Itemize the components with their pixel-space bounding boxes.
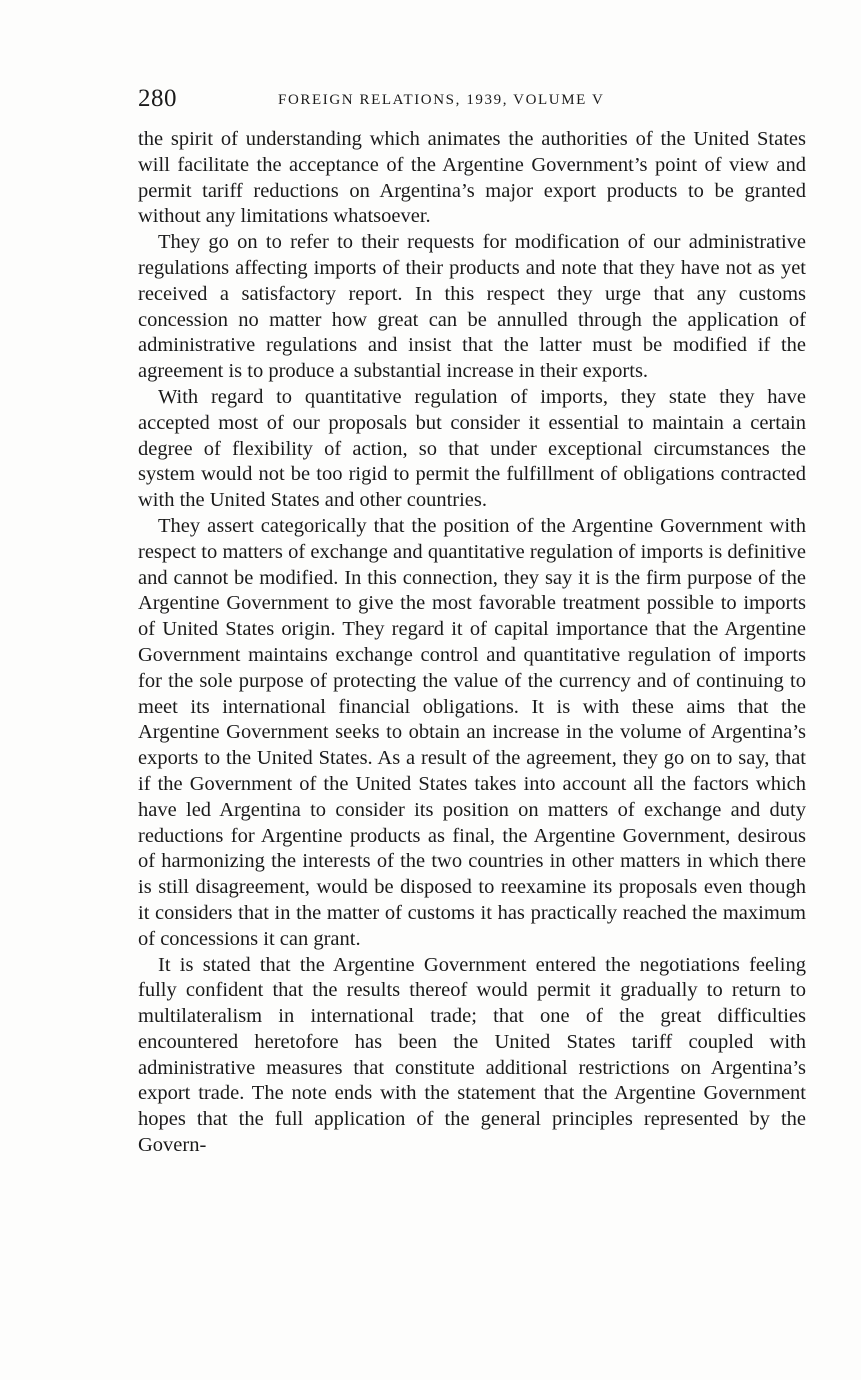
- paragraph-exchange-position: They assert categorically that the position of the Argentine Government with respect to matters of exchange and quantitative regulation of imports is definitive and cannot be modified. In this connection, they say it is the firm purpose of the Argentine Government to give the most favorable treatment possible to imports of United States origin. They regard it of capital importance that the Argentine Government maintains exchange control and quantitative regulation of imports for the sole purpose of protecting the value of the currency and of continuing to meet its international financial obligations. It is with these aims that the Argentine Government seeks to obtain an increase in the volume of Argentina’s exports to the United States. As a result of the agreement, they go on to say, that if the Government of the United States takes into account all the factors which have led Argentina to consider its position on matters of exchange and duty reductions for Argentine products as final, the Argentine Government, desirous of harmonizing the interests of the two countries in other matters in which there is still disagreement, would be disposed to reexamine its proposals even though it considers that in the matter of customs it has practically reached the maximum of concessions it can grant.: [138, 514, 806, 950]
- paragraph-multilateralism: It is stated that the Argentine Government entered the negotiations feeling fully confident that the results thereof would permit it gradually to return to multilateralism in international trade; that one of the great difficulties encountered heretofore has been the United States tariff coupled with administrative measures that constitute additional restrictions on Argentina’s export trade. The note ends with the statement that the Argentine Government hopes that the full application of the general principles represented by the Govern-: [138, 953, 806, 1157]
- body-text: [138, 127, 806, 1159]
- paragraph-quantitative-regulation: With regard to quantitative regulation of imports, they state they have accepted most of our proposals but consider it essential to maintain a certain degree of flexibility of action, so that under exceptional circumstances the system would not be too rigid to permit the fulfillment of obligations contracted with the United States and other countries.: [138, 385, 806, 512]
- running-head: FOREIGN RELATIONS, 1939, VOLUME V: [278, 92, 605, 108]
- page-header: [138, 82, 806, 116]
- page-number: 280: [138, 85, 177, 112]
- paragraph-continued: the spirit of understanding which animates the authorities of the United States will facilitate the acceptance of the Argentine Government’s point of view and permit tariff reductions on Argentina’s major export products to be granted without any limitations whatsoever.: [138, 128, 806, 228]
- paragraph-administrative-regulations: They go on to refer to their requests for modification of our administrative regulations affecting imports of their products and note that they have not as yet received a satisfactory report. In this respect they urge that any customs concession no matter how great can be annulled through the application of administrative regulations and insist that the latter must be modified if the agreement is to produce a substantial increase in their exports.: [138, 231, 806, 383]
